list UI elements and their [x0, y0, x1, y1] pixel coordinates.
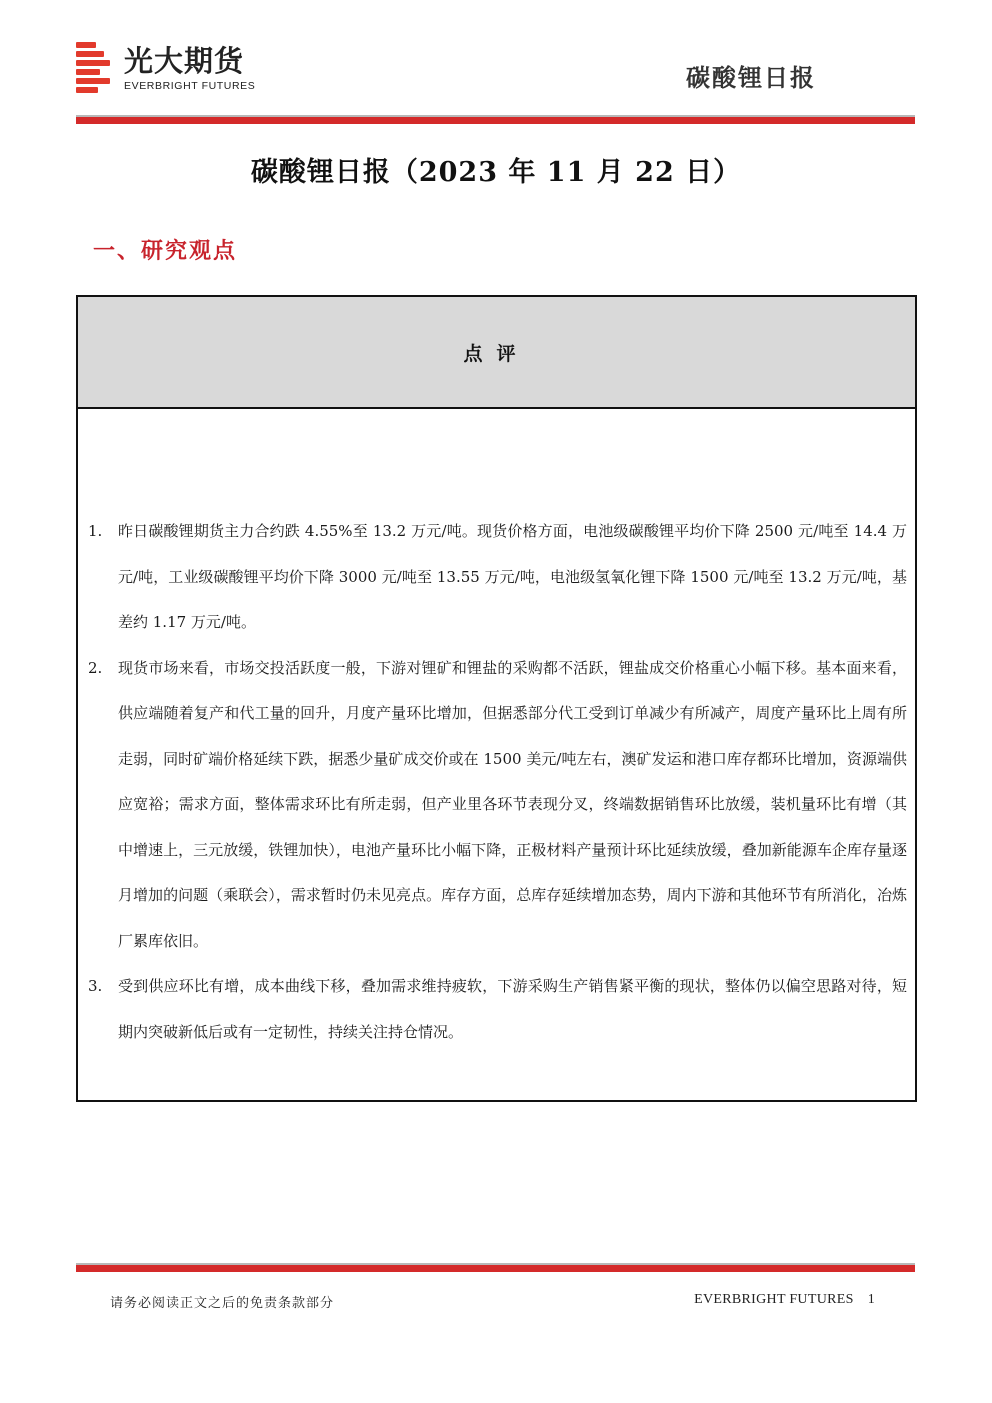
footer-brand [694, 1292, 875, 1308]
header-divider [76, 115, 915, 124]
list-item [78, 509, 915, 646]
point-number: 2. [88, 658, 103, 677]
list-item [78, 646, 915, 965]
comment-table [76, 295, 917, 1102]
report-type-label: 碳酸锂日报 [686, 64, 816, 92]
point-text: 受到供应环比有增，成本曲线下移，叠加需求维持疲软，下游采购生产销售紧平衡的现状，整体仍以偏空思路对待，短期内突破新低后或有一定韧性，持续关注持仓情况。 [118, 977, 907, 1041]
comment-table-header: 点评 [78, 297, 915, 409]
research-points-list [78, 509, 915, 1055]
point-text: 昨日碳酸锂期货主力合约跌 4.55%至 13.2 万元/吨。现货价格方面，电池级碳酸锂平均价下降 2500 元/吨至 14.4 万元/吨，工业级碳酸锂平均价下降 3000 元/吨至 13.55 万元/吨，电池级氢氧化锂下降 1500 元/吨至 13.2 万元/吨，基差约 1.17 万元/吨。 [118, 522, 907, 631]
disclaimer-note: 请务必阅读正文之后的免责条款部分 [110, 1296, 335, 1311]
everbright-logo-icon [76, 42, 112, 96]
footer-divider [76, 1263, 915, 1272]
page-number: 1 [867, 1292, 875, 1307]
point-number: 1. [88, 522, 103, 540]
company-logo [76, 42, 255, 96]
document-title: 碳酸锂日报（2023 年 11 月 22 日） [250, 157, 742, 188]
point-text: 现货市场来看，市场交投活跃度一般，下游对锂矿和锂盐的采购都不活跃，锂盐成交价格重心小幅下移。基本面来看，供应端随着复产和代工量的回升，月度产量环比增加，但据悉部分代工受到订单减少有所减产，周度产量环比上周有所走弱，同时矿端价格延续下跌，据悉少量矿成交价或在 1500 美元/吨左右，澳矿发运和港口库存都环比增加，资源端供应宽裕；需求方面，整体需求环比有所走弱，但产业里各环节表现分叉，终端数据销售环比放缓，装机量环比有增（其中增速上，三元放缓，铁锂加快），电池产量环比小幅下降，正极材料产量预计环比延续放缓，叠加新能源车企库存量逐月增加的问题（乘联会），需求暂时仍未见亮点。库存方面，总库存延续增加态势，周内下游和其他环节有所消化，冶炼厂累库依旧。 [118, 658, 907, 950]
footer-brand-name: EVERBRIGHT FUTURES [694, 1292, 854, 1307]
list-item [78, 964, 915, 1055]
logo-chinese-name: 光大期货 [124, 44, 245, 78]
section-heading: 一、研究观点 [93, 238, 238, 264]
logo-english-name: EVERBRIGHT FUTURES [124, 80, 256, 92]
point-number: 3. [88, 977, 103, 995]
